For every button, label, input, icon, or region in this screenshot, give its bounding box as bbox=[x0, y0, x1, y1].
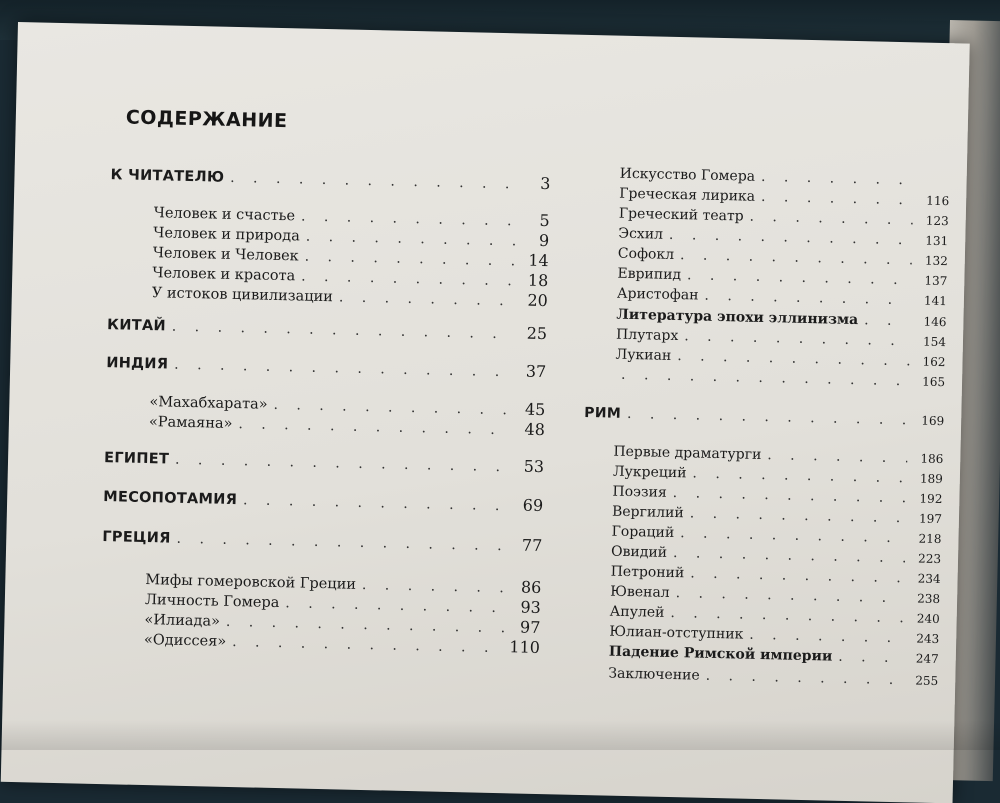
toc-entry-label: Заключение bbox=[608, 665, 700, 684]
toc-entry-label: Поэзия bbox=[612, 483, 667, 501]
toc-entry-label: ГРЕЦИЯ bbox=[102, 529, 171, 547]
dot-leader bbox=[232, 634, 504, 656]
toc-entry-label: Овидий bbox=[610, 543, 668, 561]
dot-leader bbox=[761, 189, 913, 208]
toc-entry-label: К ЧИТАТЕЛЮ bbox=[110, 167, 225, 186]
dot-leader bbox=[627, 406, 908, 428]
toc-entry-label: Первые драматурги bbox=[613, 443, 762, 463]
bottom-shadow bbox=[0, 720, 1000, 750]
toc-entry-page-number: 131 bbox=[925, 233, 949, 249]
toc-entry-label: Литература эпохи эллинизма bbox=[616, 306, 859, 329]
toc-entry-label: «Илиада» bbox=[144, 612, 221, 630]
dot-leader bbox=[761, 169, 914, 188]
dot-leader bbox=[864, 312, 911, 329]
dot-leader bbox=[172, 319, 516, 343]
toc-entry bbox=[584, 405, 944, 433]
toc-entry-page-number: 243 bbox=[916, 631, 940, 647]
toc-entry-page-number: 25 bbox=[526, 323, 548, 344]
toc-entry-page-number: 3 bbox=[540, 173, 551, 194]
toc-entry-page-number: 165 bbox=[922, 374, 946, 390]
toc-entry-label: ИНДИЯ bbox=[106, 355, 169, 373]
toc-entry-label: КИТАЙ bbox=[106, 317, 167, 335]
toc-entry-label: Личность Гомера bbox=[144, 592, 280, 612]
toc-entry-page-number bbox=[920, 184, 950, 185]
dot-leader bbox=[176, 531, 510, 555]
toc-entry-page-number: 45 bbox=[524, 399, 546, 420]
toc-entry-page-number: 53 bbox=[523, 456, 545, 477]
toc-entry-page-number: 186 bbox=[920, 451, 944, 467]
dot-leader bbox=[339, 289, 516, 309]
toc-entry-label: Софокл bbox=[617, 245, 675, 263]
dot-leader bbox=[175, 452, 512, 476]
toc-entry-page-number: 154 bbox=[922, 334, 947, 350]
toc-entry-page-number: 123 bbox=[925, 213, 949, 229]
toc-entry-page-number: 238 bbox=[917, 591, 941, 607]
toc-title: СОДЕРЖАНИЕ bbox=[125, 106, 288, 133]
dot-leader bbox=[238, 416, 513, 438]
toc-entry-page-number: 20 bbox=[527, 290, 549, 311]
toc-entry-page-number: 132 bbox=[924, 253, 948, 269]
toc-entry-label: МЕСОПОТАМИЯ bbox=[103, 489, 238, 509]
toc-left-column bbox=[102, 164, 551, 658]
toc-entry bbox=[110, 164, 550, 194]
toc-entry-label: Греческий театр bbox=[618, 205, 744, 225]
toc-entry bbox=[104, 447, 544, 477]
toc-entry-label: «Махабхарата» bbox=[149, 394, 268, 413]
toc-entry-label: Мифы гомеровской Греции bbox=[145, 572, 357, 593]
toc-entry-label: Ювенал bbox=[610, 583, 670, 601]
toc-entry-page-number: 247 bbox=[915, 651, 939, 667]
toc-entry-page-number: 116 bbox=[926, 193, 950, 209]
toc-entry-page-number: 48 bbox=[524, 419, 546, 440]
toc-entry bbox=[106, 352, 546, 382]
toc-entry-label: Эсхил bbox=[618, 225, 664, 243]
toc-entry-label: Человек и природа bbox=[153, 225, 301, 245]
toc-entry-label: «Рамаяна» bbox=[148, 414, 233, 432]
toc-entry-page-number: 234 bbox=[917, 571, 941, 587]
toc-entry-label: Еврипид bbox=[617, 265, 682, 284]
toc-entry-page-number: 77 bbox=[521, 535, 543, 556]
toc-entry-label: Греческая лирика bbox=[619, 185, 756, 205]
toc-entry-label: «Одиссея» bbox=[143, 632, 227, 650]
toc-entry-label: Апулей bbox=[609, 603, 665, 621]
toc-entry-page-number: 197 bbox=[918, 511, 943, 527]
dot-leader bbox=[749, 209, 912, 229]
toc-entry-page-number: 110 bbox=[509, 637, 541, 658]
toc-entry-page-number: 86 bbox=[520, 577, 542, 598]
toc-entry bbox=[103, 486, 543, 516]
toc-entry-page-number: 255 bbox=[915, 673, 939, 689]
toc-entry-page-number: 93 bbox=[520, 597, 542, 618]
dot-leader bbox=[767, 447, 907, 466]
toc-entry-page-number: 240 bbox=[916, 611, 940, 627]
toc-entry-label: Юлиан-отступник bbox=[609, 623, 744, 643]
toc-entry-label: Лукиан bbox=[615, 346, 672, 364]
toc-entry-label: Человек и Человек bbox=[152, 245, 299, 265]
toc-entry-page-number: 189 bbox=[919, 471, 944, 487]
toc-entry-label: Плутарх bbox=[615, 326, 679, 345]
toc-entry-page-number: 192 bbox=[919, 491, 943, 507]
book-page bbox=[1, 22, 970, 803]
toc-entry-page-number: 97 bbox=[519, 617, 541, 638]
dot-leader bbox=[704, 288, 911, 309]
toc-entry-label: У истоков цивилизации bbox=[151, 285, 334, 306]
toc-entry-page-number: 169 bbox=[921, 413, 945, 429]
toc-entry-label: Аристофан bbox=[616, 285, 699, 304]
dot-leader bbox=[362, 577, 510, 596]
toc-entry-label: Гораций bbox=[611, 523, 675, 542]
toc-entry-label: ЕГИПЕТ bbox=[103, 450, 170, 468]
toc-entry-page-number: 14 bbox=[528, 250, 549, 271]
dot-leader bbox=[243, 492, 511, 514]
dot-leader bbox=[749, 627, 903, 646]
toc-entry-label: Петроний bbox=[610, 563, 685, 582]
toc-entry-page-number: 9 bbox=[538, 230, 550, 251]
toc-entry bbox=[102, 526, 542, 556]
toc-entry-label: Лукреций bbox=[612, 463, 687, 482]
toc-entry-page-number: 162 bbox=[922, 354, 946, 370]
toc-entry-label: Вергилий bbox=[611, 503, 684, 522]
toc-entry bbox=[107, 314, 547, 344]
toc-entry-page-number: 18 bbox=[527, 270, 549, 291]
dot-leader bbox=[174, 357, 514, 381]
toc-entry-label: Искусство Гомера bbox=[619, 165, 756, 185]
toc-entry-label: РИМ bbox=[584, 404, 622, 422]
toc-entry-page-number: 141 bbox=[923, 293, 948, 309]
toc-entry-page-number: 146 bbox=[923, 314, 947, 330]
dot-leader bbox=[706, 668, 903, 688]
toc-entry-page-number: 223 bbox=[917, 551, 942, 567]
toc-entry-page-number: 5 bbox=[539, 210, 550, 231]
toc-entry-page-number: 37 bbox=[525, 361, 547, 382]
toc-entry-page-number: 69 bbox=[522, 495, 544, 516]
toc-right-column bbox=[584, 165, 950, 689]
dot-leader bbox=[230, 170, 519, 193]
toc-entry-page-number: 218 bbox=[918, 531, 942, 547]
toc-entry-label: Человек и красота bbox=[152, 265, 296, 285]
dot-leader bbox=[838, 649, 903, 666]
toc-entry-page-number: 137 bbox=[924, 273, 948, 289]
toc-entry-label: Человек и счастье bbox=[153, 205, 296, 225]
toc-entry-label: Падение Римской империи bbox=[608, 643, 833, 665]
